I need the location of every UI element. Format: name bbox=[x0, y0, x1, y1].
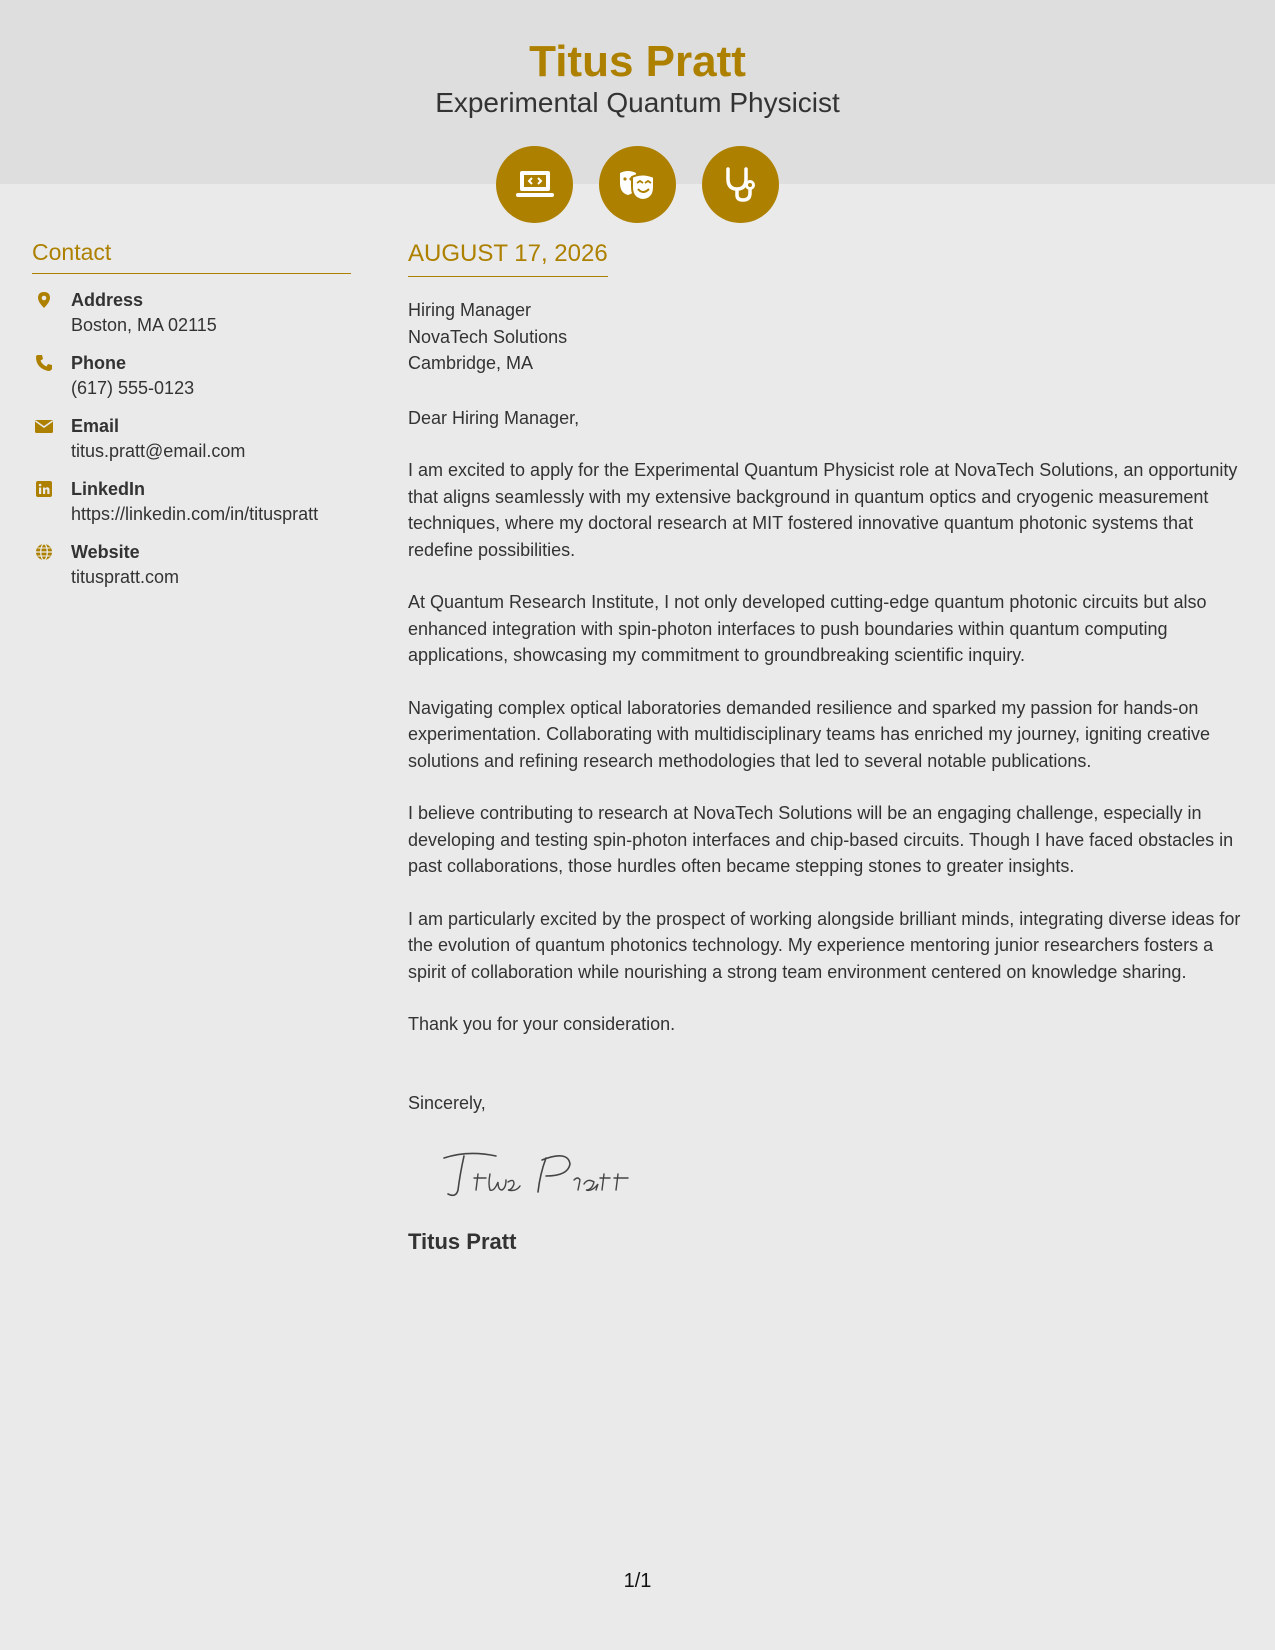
contact-heading: Contact bbox=[32, 236, 351, 274]
closing-line: Sincerely, bbox=[408, 1092, 486, 1113]
body-paragraph: I am excited to apply for the Experimental Quantum Physicist role at NovaTech Solutions, an opportunity that aligns seamlessly with my extensive background in quantum optics and cryogenic measurement techniques, where my doctoral research at MIT fostered innovative quantum photonic systems that redefine possibilities. bbox=[408, 460, 1238, 560]
contact-website bbox=[32, 540, 351, 591]
icon-row bbox=[0, 146, 1275, 223]
contact-label: Email bbox=[71, 416, 120, 436]
linkedin-icon bbox=[35, 480, 53, 498]
contact-sidebar bbox=[32, 236, 351, 591]
globe-icon bbox=[35, 543, 53, 561]
page-number: 1/1 bbox=[623, 1570, 652, 1592]
contact-value: (617) 555-0123 bbox=[71, 378, 195, 398]
body-paragraph: I am particularly excited by the prospect of working alongside brilliant minds, integrating diverse ideas for the evolution of quantum photonics technology. My experience mentoring junior researchers fosters a spirit of collaboration while nourishing a strong team environment centered on knowledge sharing. bbox=[408, 908, 1241, 982]
contact-label: Address bbox=[71, 290, 144, 310]
contact-label: Website bbox=[71, 542, 140, 562]
stethoscope-icon bbox=[702, 146, 779, 223]
candidate-name: Titus Pratt bbox=[529, 37, 746, 86]
body-paragraph: I believe contributing to research at NovaTech Solutions will be an engaging challenge, especially in developing and testing spin-photon interfaces and chip-based circuits. Though I have faced obstacles in past collaborations, those hurdles often became stepping stones to greater insights. bbox=[408, 803, 1234, 876]
letter-body bbox=[408, 238, 1248, 1255]
laptop-code-icon bbox=[496, 146, 573, 223]
contact-email bbox=[32, 414, 351, 465]
recipient-line: Cambridge, MA bbox=[408, 353, 534, 373]
contact-label: LinkedIn bbox=[71, 479, 146, 499]
handwritten-signature bbox=[438, 1144, 658, 1204]
envelope-icon bbox=[35, 417, 53, 435]
contact-linkedin bbox=[32, 477, 351, 528]
map-pin-icon bbox=[35, 291, 53, 309]
letter-date: AUGUST 17, 2026 bbox=[408, 238, 608, 277]
thanks-line: Thank you for your consideration. bbox=[408, 1014, 676, 1034]
theater-masks-icon bbox=[599, 146, 676, 223]
phone-icon bbox=[35, 354, 53, 372]
contact-phone bbox=[32, 351, 351, 402]
contact-value[interactable]: https://linkedin.com/in/tituspratt bbox=[71, 504, 319, 524]
contact-label: Phone bbox=[71, 353, 127, 373]
greeting: Dear Hiring Manager, bbox=[408, 407, 580, 428]
signed-name: Titus Pratt bbox=[408, 1229, 517, 1254]
recipient-line: NovaTech Solutions bbox=[408, 326, 568, 347]
recipient-line: Hiring Manager bbox=[408, 300, 532, 320]
contact-value: Boston, MA 02115 bbox=[71, 315, 217, 335]
contact-value[interactable]: tituspratt.com bbox=[71, 567, 180, 587]
contact-address bbox=[32, 288, 351, 339]
contact-value: titus.pratt@email.com bbox=[71, 441, 246, 461]
body-paragraph: At Quantum Research Institute, I not only developed cutting-edge quantum photonic circuits but also enhanced integration with spin-photon interfaces to push boundaries within quantum computing applications, showcasing my commitment to groundbreaking scientific inquiry. bbox=[408, 592, 1207, 665]
recipient-block bbox=[408, 297, 1248, 377]
body-paragraph: Navigating complex optical laboratories demanded resilience and sparked my passion for hands-on experimentation. Collaborating with multidisciplinary teams has enriched my journey, igniting creative solutions and refining research methodologies that led to several notable publications. bbox=[408, 697, 1211, 771]
candidate-title: Experimental Quantum Physicist bbox=[435, 87, 840, 118]
